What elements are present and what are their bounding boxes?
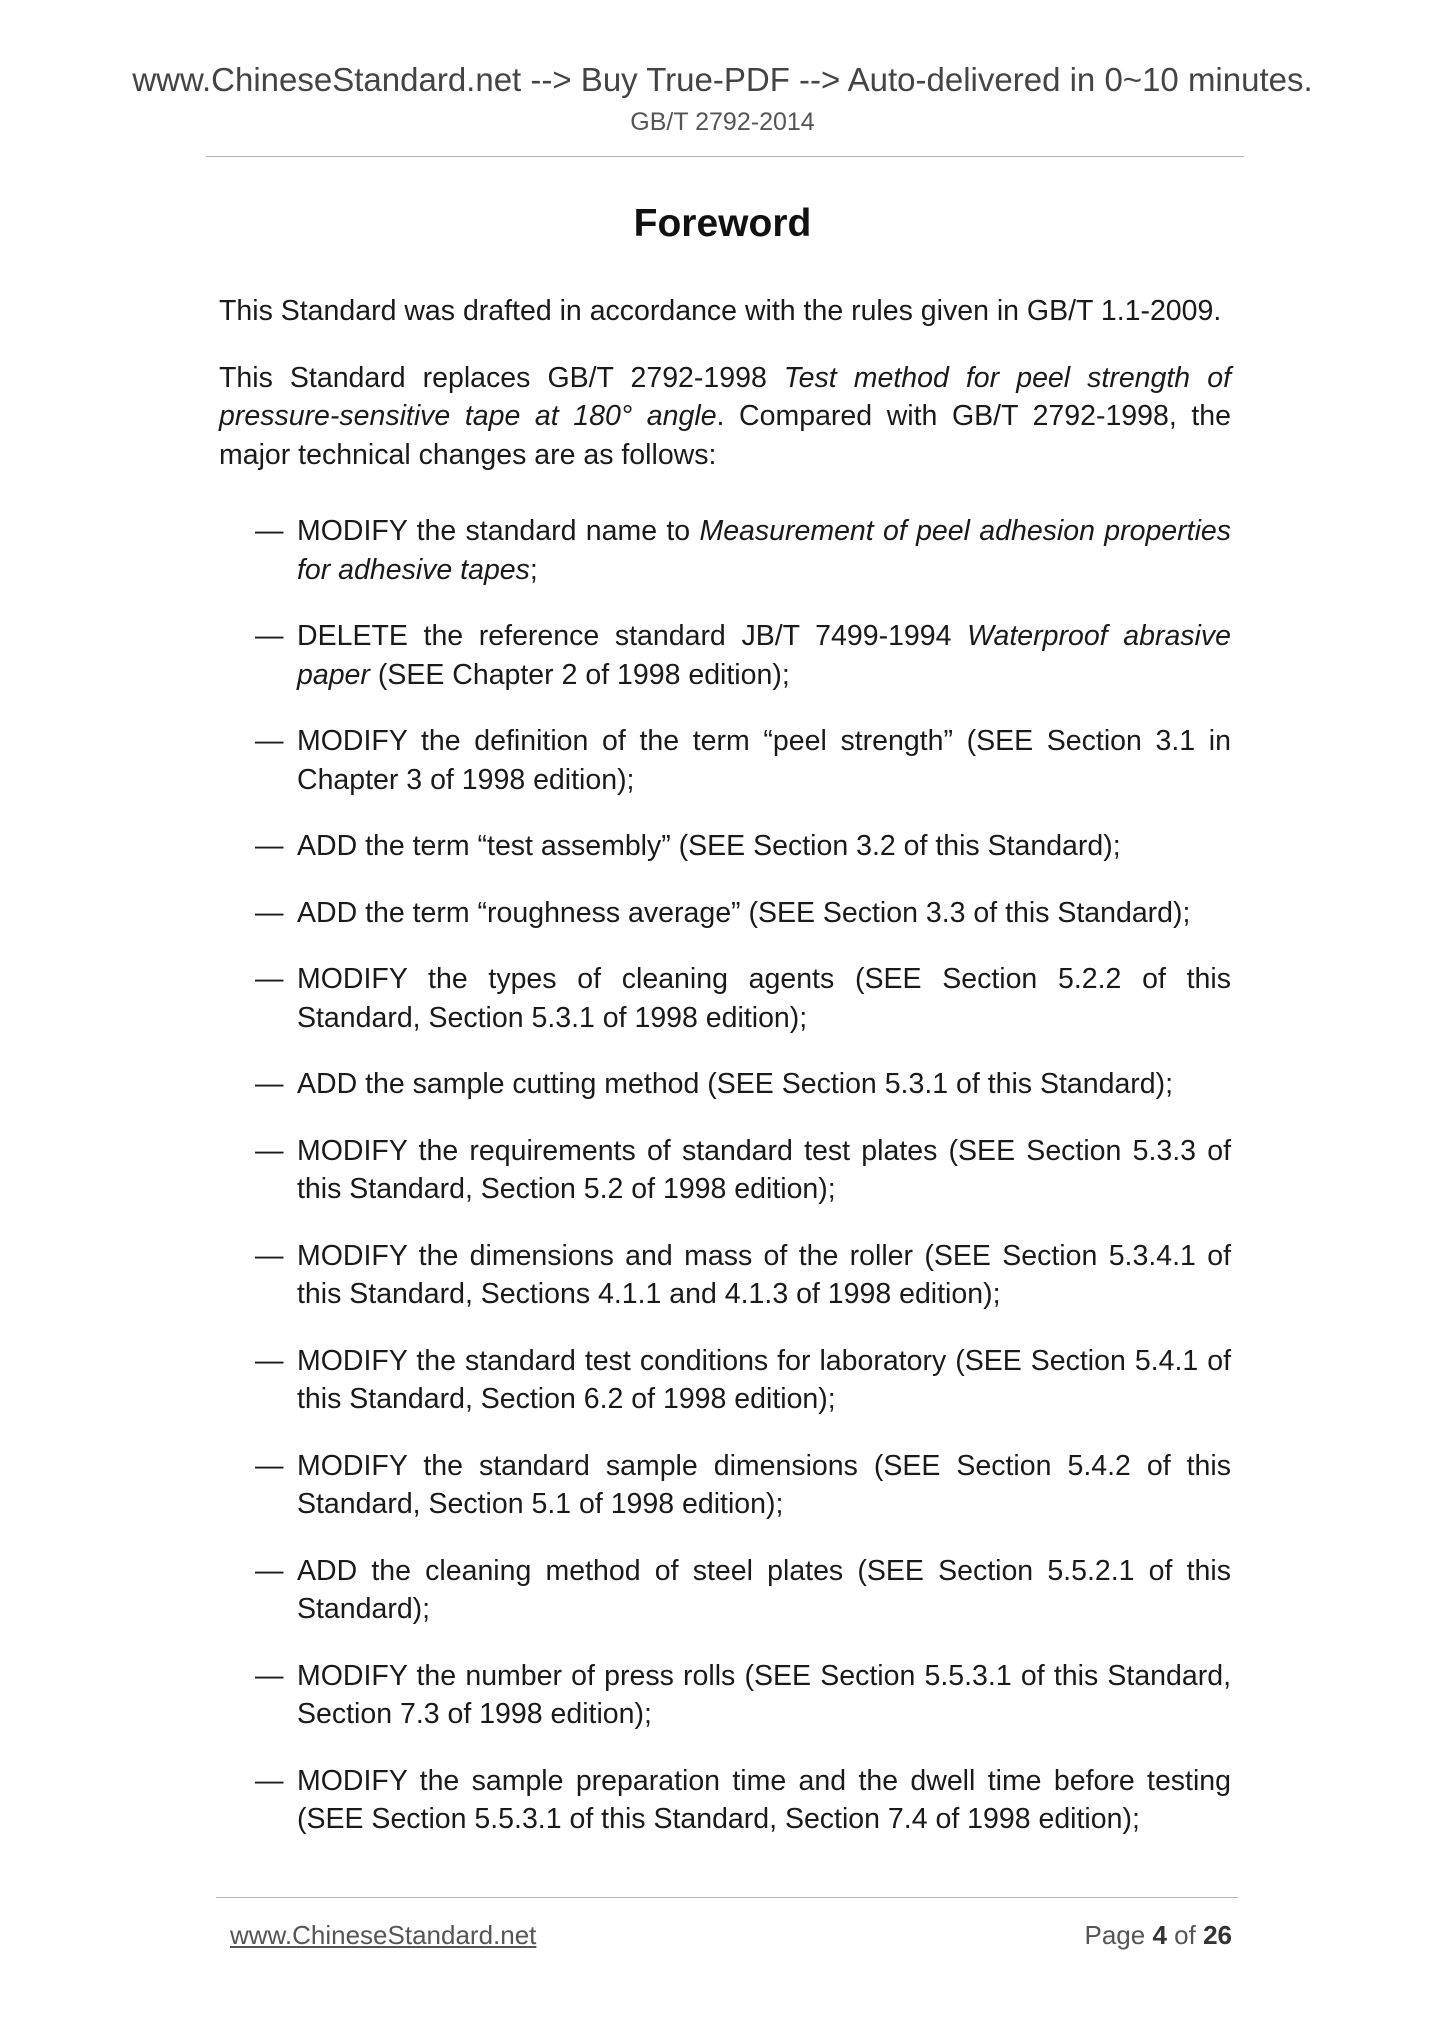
list-item-text: MODIFY the requirements of standard test plates (SEE Section 5.3.3 of this Standard, Section 5.2 of 1998 edition);	[297, 1134, 1231, 1205]
dash-bullet: —	[255, 1344, 284, 1377]
page-label: Page	[1084, 1920, 1146, 1950]
list-item	[219, 722, 1231, 799]
changes-list	[219, 512, 1231, 1839]
list-item-text: MODIFY the standard sample dimensions (SEE Section 5.4.2 of this Standard, Section 5.1 of 1998 edition);	[297, 1449, 1231, 1520]
dash-bullet: —	[255, 725, 284, 757]
list-item	[219, 1552, 1231, 1629]
footer-divider	[216, 1897, 1238, 1898]
list-item-text: ADD the term “roughness average” (SEE Section 3.3 of this Standard);	[297, 896, 1191, 929]
paragraph-text: . Compared with GB/T 2792-1998, the major technical changes are as follows:	[219, 400, 1231, 471]
list-item-text: MODIFY the standard name to	[297, 515, 700, 547]
page-number: 4	[1152, 1920, 1167, 1950]
list-item	[219, 1132, 1231, 1209]
list-item-text: MODIFY the types of cleaning agents (SEE Section 5.2.2 of this Standard, Section 5.3.1 of 1998 edition);	[297, 963, 1231, 1034]
header-banner: www.ChineseStandard.net --> Buy True-PDF --> Auto-delivered in 0~10 minutes.	[132, 61, 1313, 98]
list-item	[219, 1447, 1231, 1524]
list-item-text: ;	[529, 553, 538, 586]
list-item	[219, 1657, 1231, 1734]
dash-bullet: —	[255, 1554, 284, 1587]
list-item-text: DELETE the reference standard JB/T 7499-1994	[297, 620, 968, 652]
list-item-text: MODIFY the dimensions and mass of the roller (SEE Section 5.3.4.1 of this Standard, Sections 4.1.1 and 4.1.3 of 1998 edition);	[297, 1239, 1231, 1310]
dash-bullet: —	[255, 1134, 284, 1167]
list-item	[219, 827, 1231, 866]
list-item	[219, 1762, 1231, 1839]
standard-code: GB/T 2792-2014	[630, 108, 815, 136]
list-item	[219, 1237, 1231, 1314]
dash-bullet: —	[255, 896, 284, 929]
header-divider	[206, 156, 1244, 157]
dash-bullet: —	[255, 1239, 284, 1272]
dash-bullet: —	[255, 830, 284, 862]
paragraph-drafting-rules: This Standard was drafted in accordance with the rules given in GB/T 1.1-2009.	[219, 295, 1222, 327]
list-item-text: ADD the cleaning method of steel plates (SEE Section 5.5.2.1 of this Standard);	[297, 1554, 1231, 1625]
list-item-text: (SEE Chapter 2 of 1998 edition);	[369, 658, 790, 691]
dash-bullet: —	[255, 1659, 284, 1692]
list-item	[219, 894, 1231, 933]
list-item-text: MODIFY the definition of the term “peel strength” (SEE Section 3.1 in Chapter 3 of 1998 edition);	[297, 725, 1231, 796]
footer-website-link[interactable]: www.ChineseStandard.net	[230, 1920, 537, 1950]
list-item-text: ADD the sample cutting method (SEE Section 5.3.1 of this Standard);	[297, 1068, 1174, 1100]
dash-bullet: —	[255, 620, 284, 652]
dash-bullet: —	[255, 963, 284, 995]
replaced-standard-title: Test method for peel strength of pressure-sensitive tape at 180° angle	[219, 361, 1231, 432]
of-label: of	[1174, 1920, 1196, 1950]
page-title: Foreword	[633, 202, 812, 245]
paragraph-replacement	[219, 359, 1231, 475]
list-item	[219, 512, 1231, 589]
paragraph-text: This Standard replaces GB/T 2792-1998	[219, 361, 784, 394]
dash-bullet: —	[255, 1449, 284, 1482]
list-item-text: ADD the term “test assembly” (SEE Section 3.2 of this Standard);	[297, 830, 1121, 862]
reference-standard-title: Waterproof abrasive paper	[297, 620, 1231, 691]
document-body	[219, 292, 1231, 1867]
new-standard-name: Measurement of peel adhesion properties for adhesive tapes	[297, 515, 1231, 586]
list-item	[219, 1342, 1231, 1419]
list-item	[219, 960, 1231, 1037]
list-item-text: MODIFY the sample preparation time and the dwell time before testing (SEE Section 5.5.3.1 of this Standard, Section 7.4 of 1998 edition);	[297, 1764, 1231, 1835]
dash-bullet: —	[255, 1068, 284, 1100]
page-total: 26	[1203, 1920, 1232, 1950]
dash-bullet: —	[255, 1764, 284, 1797]
dash-bullet: —	[255, 515, 284, 547]
list-item	[219, 1065, 1231, 1104]
list-item	[219, 617, 1231, 694]
list-item-text: MODIFY the standard test conditions for laboratory (SEE Section 5.4.1 of this Standard, Section 6.2 of 1998 edition);	[297, 1344, 1231, 1415]
list-item-text: MODIFY the number of press rolls (SEE Section 5.5.3.1 of this Standard, Section 7.3 of 1998 edition);	[297, 1659, 1231, 1730]
page-indicator	[1084, 1920, 1232, 1951]
